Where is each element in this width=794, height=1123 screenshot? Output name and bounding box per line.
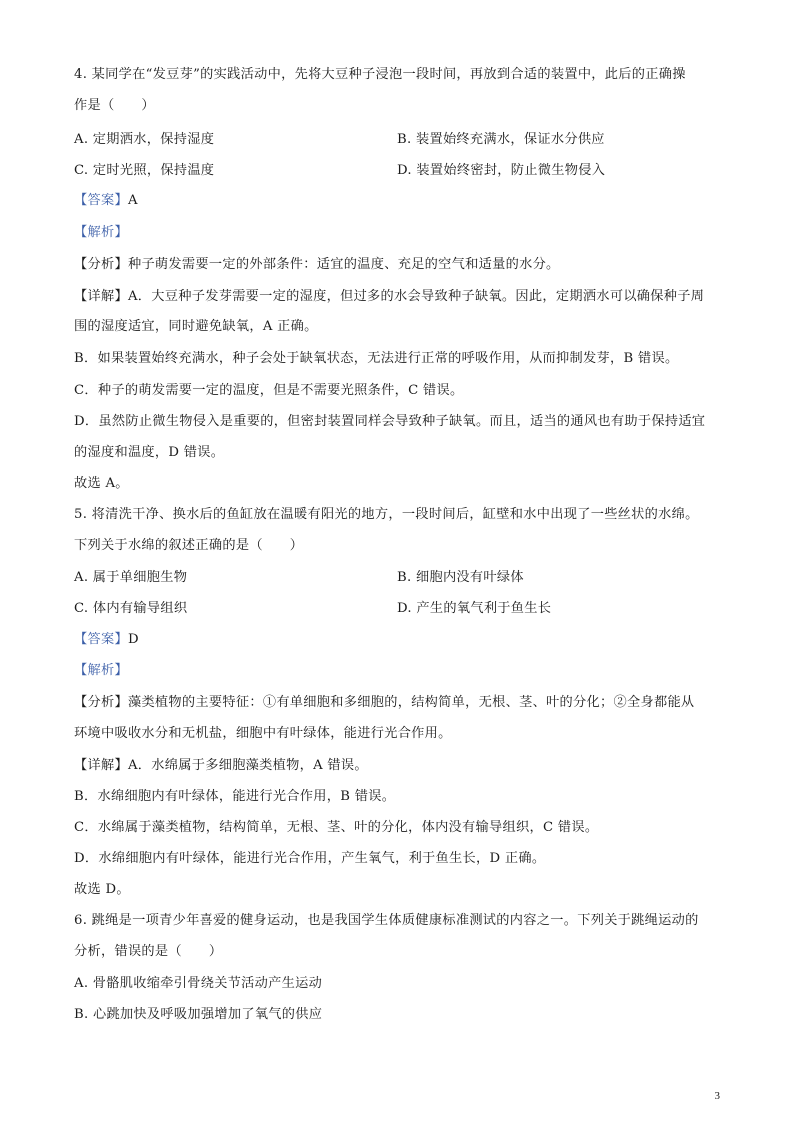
answer-tag: 【答案】 [74, 193, 128, 208]
q4-analysis-tag: 【解析】 [74, 225, 128, 240]
page-number: 3 [714, 1090, 720, 1102]
q4-fenxi-line [74, 256, 560, 274]
xiangjie-tag: 【详解】 [74, 289, 128, 304]
fenxi-tag: 【分析】 [74, 257, 128, 272]
q5-c-explanation: C．水绵属于藻类植物，结构简单，无根、茎、叶的分化，体内没有输导组织，C 错误。 [74, 820, 599, 835]
q5-d-explanation: D．水绵细胞内有叶绿体，能进行光合作用，产生氧气，利于鱼生长，D 正确。 [74, 851, 546, 866]
q4-xiangjie-line1 [74, 288, 704, 306]
q5-answer-line [74, 631, 139, 649]
q4-d-explanation-line2: 的湿度和温度，D 错误。 [74, 445, 225, 460]
q4-option-b: B. 装置始终充满水，保证水分供应 [397, 132, 605, 147]
q4-stem-line2: 作是（ ） [74, 98, 155, 113]
q6-stem-line1: 6. 跳绳是一项青少年喜爱的健身运动，也是我国学生体质健康标准测试的内容之一。下列关于跳绳运动的 [74, 913, 699, 928]
q5-answer: D [127, 632, 139, 647]
q5-option-b: B. 细胞内没有叶绿体 [397, 570, 524, 585]
q5-stem-line1: 5. 将清洗干净、换水后的鱼缸放在温暖有阳光的地方，一段时间后，缸壁和水中出现了一些丝状的水绵。 [74, 507, 699, 522]
q5-xiangjie-text1: A．水绵属于多细胞藻类植物，A 错误。 [127, 758, 368, 773]
q5-fenxi-text1: 藻类植物的主要特征：①有单细胞和多细胞的，结构简单，无根、茎、叶的分化；②全身都能从 [127, 695, 695, 710]
q5-b-explanation: B．水绵细胞内有叶绿体，能进行光合作用，B 错误。 [74, 789, 396, 804]
q4-answer-line [74, 192, 138, 210]
fenxi-tag: 【分析】 [74, 695, 128, 710]
q5-option-d: D. 产生的氧气利于鱼生长 [397, 601, 552, 616]
q5-fenxi-line2: 环境中吸收水分和无机盐，细胞中有叶绿体，能进行光合作用。 [74, 726, 452, 741]
q5-option-a: A. 属于单细胞生物 [74, 570, 188, 585]
q4-d-explanation-line1: D．虽然防止微生物侵入是重要的，但密封装置同样会导致种子缺氧。而且，适当的通风也有助于保持适宜 [74, 414, 706, 429]
q5-fenxi-line1 [74, 694, 694, 712]
answer-tag: 【答案】 [74, 632, 128, 647]
q5-xiangjie-line1 [74, 757, 368, 775]
q4-c-explanation: C．种子的萌发需要一定的温度，但是不需要光照条件，C 错误。 [74, 383, 464, 398]
q5-conclusion: 故选 D。 [74, 882, 130, 897]
q4-conclusion: 故选 A。 [74, 476, 129, 491]
q6-option-b: B. 心跳加快及呼吸加强增加了氧气的供应 [74, 1007, 323, 1022]
q5-analysis-tag: 【解析】 [74, 663, 128, 678]
q4-option-c: C. 定时光照，保持温度 [74, 163, 215, 178]
q4-fenxi: 种子萌发需要一定的外部条件：适宜的温度、充足的空气和适量的水分。 [127, 257, 560, 272]
q5-stem-line2: 下列关于水绵的叙述正确的是（ ） [74, 538, 304, 553]
q4-stem-line1: 4. 某同学在“发豆芽”的实践活动中，先将大豆种子浸泡一段时间，再放到合适的装置中，此后的正确操 [74, 67, 686, 82]
q6-option-a: A. 骨骼肌收缩牵引骨绕关节活动产生运动 [74, 976, 323, 991]
q4-b-explanation: B．如果装置始终充满水，种子会处于缺氧状态，无法进行正常的呼吸作用，从而抑制发芽，B 错误。 [74, 351, 679, 366]
q4-answer: A [127, 193, 138, 208]
xiangjie-tag: 【详解】 [74, 758, 128, 773]
q6-stem-line2: 分析，错误的是（ ） [74, 944, 223, 959]
q4-xiangjie-text1: A．大豆种子发芽需要一定的湿度，但过多的水会导致种子缺氧。因此，定期洒水可以确保种子周 [127, 289, 705, 304]
q4-xiangjie-line2: 围的湿度适宜，同时避免缺氧，A 正确。 [74, 319, 318, 334]
q4-option-a: A. 定期洒水，保持湿度 [74, 132, 215, 147]
q4-option-d: D. 装置始终密封，防止微生物侵入 [397, 163, 606, 178]
q5-option-c: C. 体内有输导组织 [74, 601, 188, 616]
